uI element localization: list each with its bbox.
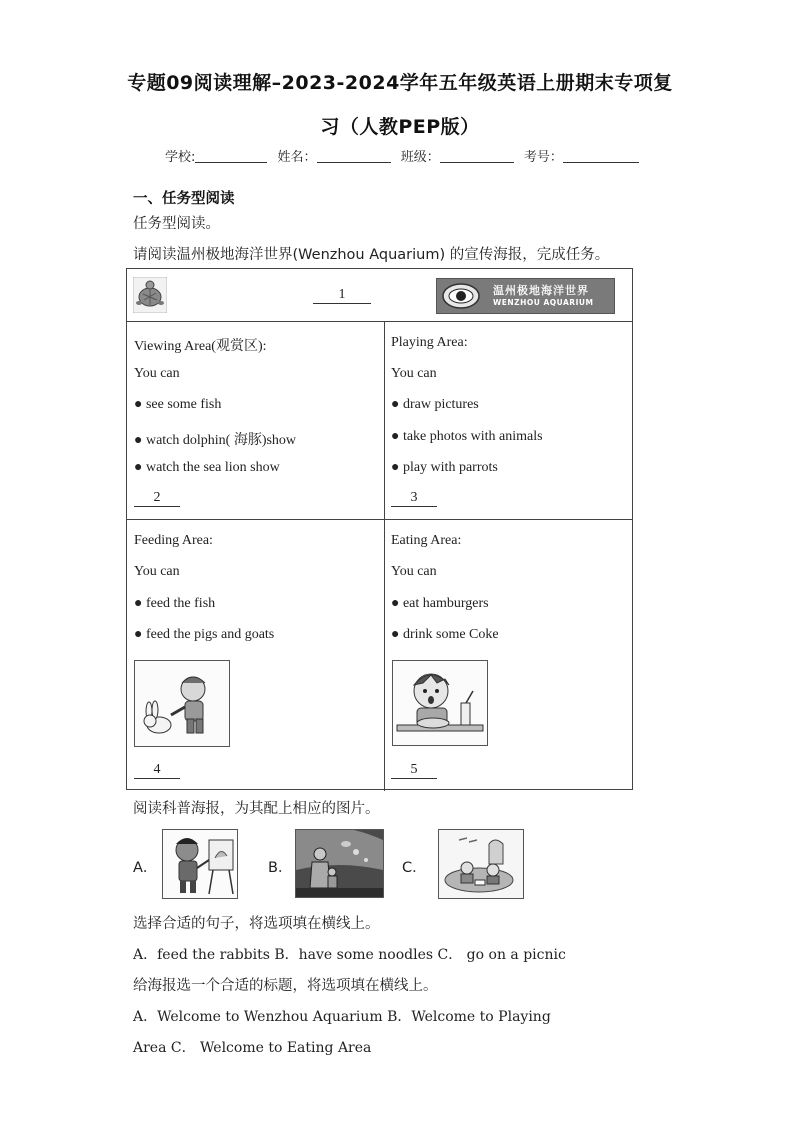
viewing-you-can: You can — [134, 366, 180, 381]
task3-prompt: 给海报选一个合适的标题，将选项填在横线上。 — [133, 978, 438, 994]
eating-blank[interactable]: 5 — [391, 762, 437, 779]
task3-options-line1: A．Welcome to Wenzhou Aquarium B．Welcome to Playing — [133, 1009, 551, 1025]
option-c-image[interactable] — [438, 829, 524, 899]
section-heading: 一、任务型阅读 — [133, 191, 235, 207]
class-field[interactable] — [440, 148, 514, 163]
name-field[interactable] — [317, 148, 391, 163]
eye-logo-icon — [441, 282, 481, 310]
list-item: ● eat hamburgers — [391, 596, 489, 611]
list-item: ● draw pictures — [391, 397, 479, 412]
girl-painting-icon — [163, 830, 237, 898]
list-item: ● play with parrots — [391, 460, 498, 475]
student-info-row — [165, 146, 645, 165]
poster-title-blank[interactable]: 1 — [313, 287, 371, 304]
list-item: ● feed the pigs and goats — [134, 627, 275, 642]
page-title-line2: 习（人教PEP版） — [320, 116, 480, 138]
divider — [384, 321, 385, 791]
logo-text-cn: 温州极地海洋世界 — [493, 284, 589, 297]
list-item: ● watch the sea lion show — [134, 460, 280, 475]
turtle-icon — [133, 277, 167, 313]
eating-you-can: You can — [391, 564, 437, 579]
option-c-label: C． — [402, 860, 427, 876]
logo-text-en: WENZHOU AQUARIUM — [493, 298, 594, 307]
viewing-blank[interactable]: 2 — [134, 490, 180, 507]
school-field[interactable] — [195, 148, 267, 163]
list-item: ● take photos with animals — [391, 429, 543, 444]
page-title-line1: 专题09阅读理解–2023-2024学年五年级英语上册期末专项复 — [127, 72, 673, 94]
class-label: 班级： — [400, 150, 440, 165]
school-label: 学校: — [165, 150, 196, 165]
section-instruction: 请阅读温州极地海洋世界(Wenzhou Aquarium) 的宣传海报，完成任务。 — [133, 247, 610, 263]
aquarium-poster — [126, 268, 633, 790]
feeding-heading: Feeding Area: — [134, 533, 213, 548]
feeding-blank[interactable]: 4 — [134, 762, 180, 779]
section-subtitle: 任务型阅读。 — [133, 216, 220, 232]
name-label: 姓名： — [277, 150, 317, 165]
playing-blank[interactable]: 3 — [391, 490, 437, 507]
list-item: ● watch dolphin( 海豚)show — [134, 433, 297, 448]
task3-options-line2: Area C． Welcome to Eating Area — [133, 1040, 372, 1056]
boy-eating-icon — [393, 661, 487, 745]
divider — [127, 321, 632, 322]
option-b-image[interactable] — [295, 829, 384, 898]
kid-feeding-rabbit-icon — [135, 661, 229, 746]
number-label: 考号： — [523, 150, 563, 165]
playing-heading: Playing Area: — [391, 335, 468, 350]
number-field[interactable] — [563, 148, 639, 163]
task2-options: A．feed the rabbits B．have some noodles C． go on a picnic — [133, 947, 566, 963]
task2-prompt: 选择合适的句子，将选项填在横线上。 — [133, 916, 380, 932]
divider — [127, 519, 632, 520]
option-b-label: B． — [268, 860, 293, 876]
option-a-image[interactable] — [162, 829, 238, 899]
list-item: ● drink some Coke — [391, 627, 499, 642]
eating-heading: Eating Area: — [391, 533, 462, 548]
feeding-you-can: You can — [134, 564, 180, 579]
aquarium-viewers-icon — [296, 830, 383, 897]
boy-eating-image — [392, 660, 488, 746]
playing-you-can: You can — [391, 366, 437, 381]
kid-feeding-rabbit-image — [134, 660, 230, 747]
picnic-icon — [439, 830, 523, 898]
list-item: ● see some fish — [134, 397, 222, 412]
viewing-heading: Viewing Area(观赏区): — [134, 339, 267, 354]
option-a-label: A． — [133, 860, 158, 876]
list-item: ● feed the fish — [134, 596, 216, 611]
aquarium-logo — [436, 278, 615, 314]
task1-prompt: 阅读科普海报，为其配上相应的图片。 — [133, 801, 380, 817]
